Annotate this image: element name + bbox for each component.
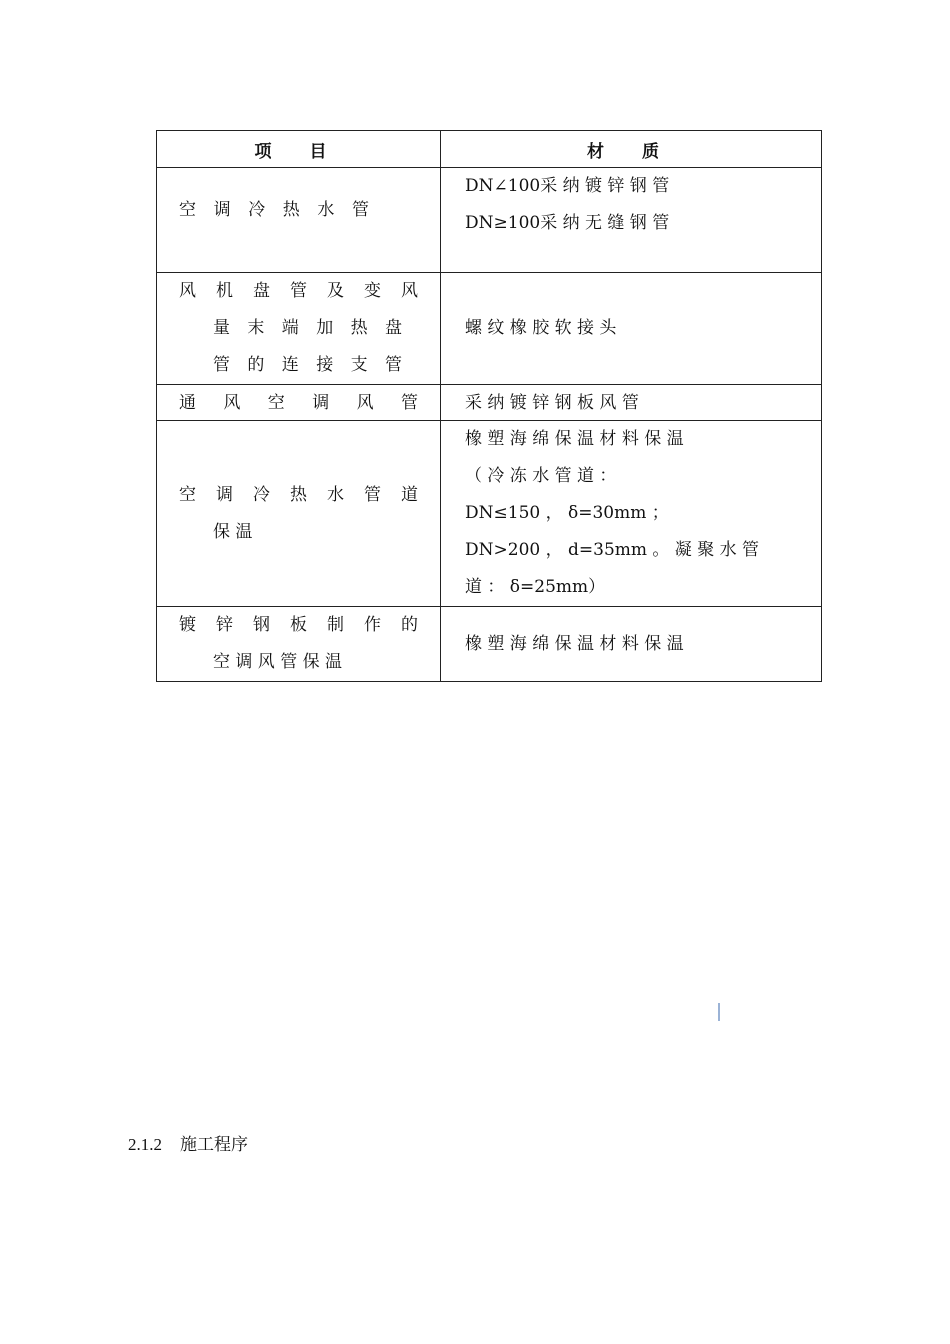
item-line: 量 末 端 加 热 盘 (213, 318, 402, 338)
item-cell (157, 421, 441, 607)
section-number: 2.1.2 (128, 1135, 162, 1154)
materials-table (156, 130, 822, 682)
item-cell (157, 168, 441, 273)
item-line: 镀 锌 钢 板 制 作 的 (179, 615, 418, 635)
material-cell (441, 385, 822, 421)
material-cell (441, 273, 822, 385)
text-cursor (718, 1003, 720, 1021)
item-line: 空 调 风 管 保 温 (213, 652, 343, 672)
material-line: 道 ： δ=25mm） (465, 577, 606, 597)
table-row (157, 168, 822, 273)
material-line: DN>200 ， d=35mm 。 凝 聚 水 管 (465, 540, 760, 560)
table-row (157, 273, 822, 385)
material-line: 橡 塑 海 绵 保 温 材 料 保 温 (465, 633, 684, 654)
material-line: （ 冷 冻 水 管 道 ： (465, 466, 617, 486)
material-line: 采 纳 镀 锌 钢 板 风 管 (465, 392, 639, 413)
material-cell (441, 421, 822, 607)
table-row (157, 385, 822, 421)
item-line: 通 风 空 调 风 管 (179, 392, 418, 413)
header-item: 项 目 (157, 131, 441, 168)
item-line: 保 温 (213, 521, 253, 542)
header-material: 材 质 (441, 131, 822, 168)
item-cell (157, 273, 441, 385)
material-cell (441, 607, 822, 682)
material-cell (441, 168, 822, 273)
table-row (157, 607, 822, 682)
material-line: 橡 塑 海 绵 保 温 材 料 保 温 (465, 429, 684, 449)
item-line: 管 的 连 接 支 管 (213, 355, 402, 375)
section-title: 施工程序 (180, 1135, 248, 1154)
item-line: 风 机 盘 管 及 变 风 (179, 281, 418, 301)
item-line: 空 调 冷 热 水 管 (179, 199, 369, 220)
table-header-row (157, 131, 822, 168)
item-cell (157, 385, 441, 421)
material-line: DN≤150 ， δ=30mm ； (465, 503, 669, 523)
section-heading (128, 1130, 248, 1155)
material-line: 螺 纹 橡 胶 软 接 头 (465, 318, 617, 338)
item-cell (157, 607, 441, 682)
item-line: 空 调 冷 热 水 管 道 (179, 484, 418, 505)
table-row (157, 421, 822, 607)
material-line: DN≥100采 纳 无 缝 钢 管 (465, 213, 670, 233)
material-line: DN∠100采 纳 镀 锌 钢 管 (465, 176, 670, 196)
